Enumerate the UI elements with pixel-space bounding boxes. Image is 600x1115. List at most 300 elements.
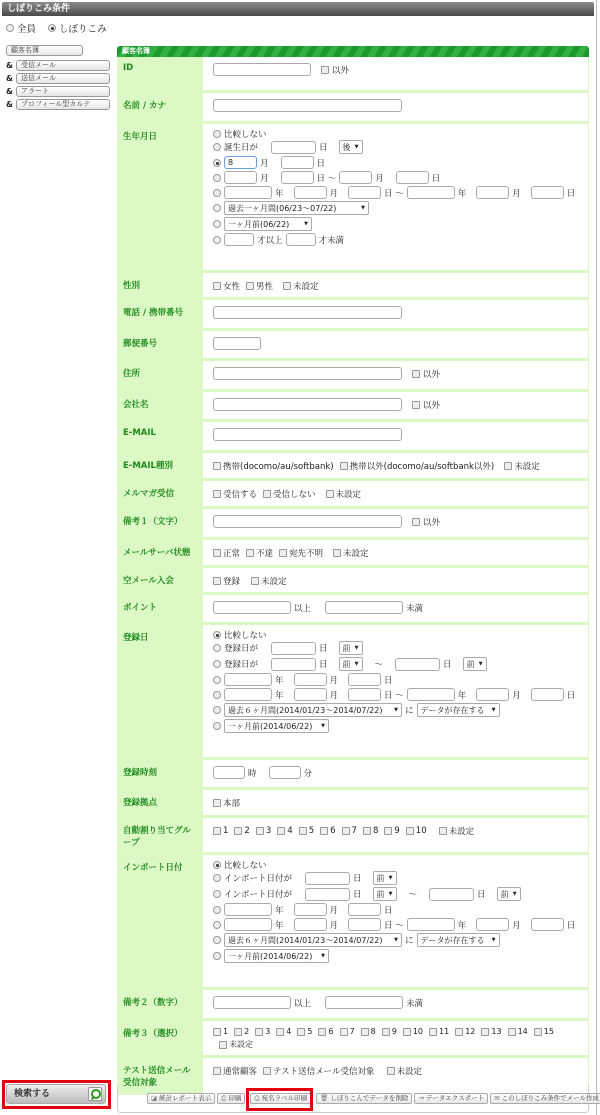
- year-label: 年: [275, 690, 284, 701]
- row-note1: [117, 509, 589, 540]
- reg-to-before-select[interactable]: 前 ▼: [463, 657, 487, 671]
- button-label: 宛名ラベル印刷: [261, 1094, 308, 1102]
- reg-from-year-input[interactable]: [224, 688, 272, 701]
- imp-from-day-input[interactable]: [348, 918, 381, 931]
- option-label: 6: [330, 825, 336, 836]
- month-label: 月: [329, 920, 339, 931]
- age-max-input[interactable]: [286, 233, 316, 246]
- imp-days-input[interactable]: [305, 872, 350, 885]
- option-checkbox[interactable]: [406, 827, 414, 835]
- day-label: 日: [384, 675, 393, 686]
- row-auto-group: [117, 818, 589, 855]
- row-note2: [117, 990, 589, 1021]
- label-id: ID: [117, 57, 203, 90]
- option-label: 未設定: [293, 281, 319, 292]
- radio-all-label: 全員: [17, 24, 37, 35]
- reg-minute-input[interactable]: [269, 766, 301, 779]
- birth-period-select[interactable]: 過去一ヶ月間(06/23～07/22) ▼: [224, 201, 369, 215]
- reg-day-input[interactable]: [348, 673, 381, 686]
- and-icon: &: [6, 60, 13, 70]
- test-unset-checkbox[interactable]: [387, 1067, 395, 1075]
- birth-after-select[interactable]: 後 ▼: [339, 140, 363, 154]
- option-item: [256, 826, 271, 836]
- sidebar-item-received-mail[interactable]: 受信メール: [16, 60, 110, 71]
- option-label: 未設定: [514, 461, 540, 472]
- imp-year-input[interactable]: [224, 903, 272, 916]
- option-label: 不達: [256, 548, 274, 559]
- note1-input[interactable]: [213, 515, 402, 528]
- year-label: 年: [457, 188, 467, 199]
- company-except-checkbox[interactable]: [412, 401, 420, 409]
- note2-min-input[interactable]: [213, 996, 291, 1009]
- option-label: 6: [328, 1027, 334, 1036]
- birth-day-input[interactable]: [281, 156, 314, 169]
- imp-radio-nocompare[interactable]: [213, 861, 221, 869]
- hour-label: 時: [248, 768, 257, 779]
- reg-radio-ymd-range[interactable]: [213, 691, 221, 699]
- reg-to-day-input[interactable]: [531, 688, 564, 701]
- button-label: このしぼりこみ条件でメール作成: [501, 1094, 600, 1102]
- option-checkbox[interactable]: [429, 1028, 437, 1036]
- minute-label: 分: [303, 768, 313, 779]
- birth-month-ago-select[interactable]: 一ヶ月前(06/22) ▼: [224, 217, 312, 231]
- option-label: 8: [370, 1027, 376, 1036]
- option-label: 受信しない: [273, 489, 316, 500]
- day-label: 日: [319, 660, 328, 670]
- empty-mail-registered-checkbox[interactable]: [213, 577, 221, 585]
- label-import-date: インポート日付: [117, 855, 203, 987]
- option-item: [342, 826, 357, 836]
- stats-report-button[interactable]: [147, 1093, 215, 1104]
- reg-radio-ymd[interactable]: [213, 676, 221, 684]
- birth-to-year-input[interactable]: [407, 186, 455, 199]
- filter-panel: [117, 46, 589, 1095]
- row-birthday: [117, 124, 589, 273]
- imp-month-input[interactable]: [294, 903, 327, 916]
- birth-month-input[interactable]: 8: [224, 156, 257, 169]
- imp-to-days-input[interactable]: [429, 888, 474, 901]
- window-title: しぼりこみ条件: [2, 2, 594, 16]
- option-item: [508, 1027, 528, 1036]
- birth-from-month-input[interactable]: [224, 171, 257, 184]
- option-item: [361, 1027, 376, 1036]
- email-type-unset-checkbox[interactable]: [504, 462, 512, 470]
- test-normal-checkbox[interactable]: [213, 1067, 221, 1075]
- reg-exists-select[interactable]: データが存在する ▼: [417, 703, 500, 717]
- year-label: 年: [275, 675, 284, 686]
- label-empty-mail: 空メール入会: [117, 568, 203, 592]
- imp-month-ago-select[interactable]: 一ヶ月前(2014/06/22) ▼: [224, 949, 329, 963]
- birth-to-month-input[interactable]: [476, 186, 509, 199]
- id-input[interactable]: [213, 63, 311, 76]
- label-note1: 備考１（文字）: [117, 509, 203, 537]
- option-label: 15: [543, 1027, 554, 1036]
- reg-to-year-input[interactable]: [407, 688, 455, 701]
- option-label: 通常顧客: [223, 1066, 258, 1077]
- printer-icon: ⎙: [221, 1094, 227, 1102]
- row-email-type: [117, 453, 589, 481]
- reg-to-days-input[interactable]: [395, 658, 440, 671]
- row-id: [117, 57, 589, 93]
- reg-to-month-input[interactable]: [476, 688, 509, 701]
- imp-radio-days-range[interactable]: [213, 890, 221, 898]
- gender-female-checkbox[interactable]: [213, 282, 221, 290]
- reg-period-select[interactable]: 過去６ヶ月間(2014/01/23～2014/07/22) ▼: [224, 703, 402, 717]
- imp-to-month-input[interactable]: [476, 918, 509, 931]
- option-checkbox[interactable]: [382, 1028, 390, 1036]
- label-note2: 備考２（数字）: [117, 990, 203, 1018]
- row-phone: [117, 300, 589, 331]
- delete-filtered-button[interactable]: [316, 1093, 412, 1104]
- birth-radio-age[interactable]: [213, 236, 221, 244]
- address-except-checkbox[interactable]: [412, 370, 420, 378]
- row-reg-time: [117, 760, 589, 790]
- reg-radio-days[interactable]: [213, 644, 221, 652]
- row-gender: [117, 273, 589, 300]
- option-label: 13: [491, 1027, 502, 1036]
- day-label: 日: [316, 158, 326, 169]
- birth-ga-label: 誕生日が: [224, 143, 259, 153]
- row-zip: [117, 331, 589, 361]
- magazine-yes-checkbox[interactable]: [213, 490, 221, 498]
- report-icon: ◪: [151, 1094, 158, 1102]
- imp-ga-label: インポート日付が: [224, 874, 293, 884]
- reg-from-days-input[interactable]: [271, 658, 316, 671]
- label-note3: 備考３（選択）: [117, 1021, 203, 1055]
- address-input[interactable]: [213, 367, 402, 380]
- empty-mail-unset-checkbox[interactable]: [251, 577, 259, 585]
- note1-except-checkbox[interactable]: [412, 518, 420, 526]
- imp-from-before-select[interactable]: 前 ▼: [373, 887, 397, 901]
- option-label: 未設定: [343, 548, 369, 559]
- option-label: 未設定: [335, 489, 362, 500]
- birth-radio-period[interactable]: [213, 204, 221, 212]
- age-above-label: 才以上: [257, 235, 283, 246]
- reg-from-month-input[interactable]: [294, 688, 327, 701]
- option-label: 4: [286, 1027, 292, 1036]
- option-label: 本部: [223, 798, 241, 809]
- birth-to-month-input[interactable]: [339, 171, 372, 184]
- option-label: 未設定: [448, 826, 475, 837]
- imp-to-day-input[interactable]: [531, 918, 564, 931]
- month-label: 月: [329, 675, 339, 686]
- imp-from-year-input[interactable]: [224, 918, 272, 931]
- mode-selector: [6, 21, 107, 35]
- option-label: 未設定: [261, 576, 287, 587]
- server-unset-checkbox[interactable]: [333, 549, 341, 557]
- option-checkbox[interactable]: [342, 827, 350, 835]
- day-label: 日: [319, 143, 328, 153]
- tilde-label: 日 ～: [384, 690, 404, 701]
- option-label: 正常: [223, 548, 241, 559]
- above-label: 以上: [294, 998, 312, 1009]
- reg-radio-period[interactable]: [213, 706, 221, 714]
- option-checkbox[interactable]: [481, 1028, 489, 1036]
- reg-month-input[interactable]: [294, 673, 327, 686]
- reg-ga-label: 登録日が: [224, 644, 259, 654]
- option-label: 11: [439, 1027, 450, 1036]
- month-label: 月: [260, 158, 269, 169]
- option-checkbox[interactable]: [297, 1028, 305, 1036]
- option-checkbox[interactable]: [403, 1028, 411, 1036]
- day-label: 日: [566, 188, 576, 199]
- option-checkbox[interactable]: [234, 827, 242, 835]
- radio-filter[interactable]: [48, 24, 56, 32]
- option-item: [276, 1027, 291, 1036]
- day-label: 日: [353, 874, 362, 884]
- sidebar: [6, 44, 110, 111]
- option-checkbox[interactable]: [363, 827, 371, 835]
- birth-from-month-input[interactable]: [294, 186, 327, 199]
- id-except-checkbox[interactable]: [321, 66, 329, 74]
- except-label: 以外: [423, 400, 441, 411]
- nocompare-label: 比較しない: [224, 861, 267, 871]
- option-label: テスト送信メール受信対象: [273, 1066, 375, 1077]
- option-label: 1: [223, 1027, 229, 1036]
- imp-from-month-input[interactable]: [294, 918, 327, 931]
- row-company: [117, 392, 589, 422]
- sidebar-item-customers[interactable]: 顧客名簿: [6, 45, 83, 56]
- server-ok-checkbox[interactable]: [213, 549, 221, 557]
- birth-radio-md-range[interactable]: [213, 174, 221, 182]
- magazine-no-checkbox[interactable]: [263, 490, 271, 498]
- imp-radio-ymd-range[interactable]: [213, 921, 221, 929]
- ni-label: に: [405, 936, 414, 946]
- sidebar-item-alert[interactable]: アラート: [16, 86, 110, 97]
- birth-from-year-input[interactable]: [224, 186, 272, 199]
- birth-to-day-input[interactable]: [396, 171, 429, 184]
- birth-from-day-input[interactable]: [281, 171, 314, 184]
- day-label: 日: [319, 644, 328, 654]
- reg-month-ago-select[interactable]: 一ヶ月前(2014/06/22) ▼: [224, 719, 329, 733]
- birth-radio-month-ago[interactable]: [213, 220, 221, 228]
- label-gender: 性別: [117, 273, 203, 297]
- option-checkbox[interactable]: [213, 1028, 221, 1036]
- and-icon: &: [6, 86, 13, 96]
- month-label: 月: [512, 188, 521, 199]
- imp-radio-ymd[interactable]: [213, 906, 221, 914]
- option-checkbox[interactable]: [318, 1028, 326, 1036]
- option-checkbox[interactable]: [384, 827, 392, 835]
- day-label: 日: [566, 920, 576, 931]
- above-label: 以上: [294, 603, 312, 614]
- imp-period-select[interactable]: 過去６ヶ月間(2014/01/23～2014/07/22) ▼: [224, 933, 402, 947]
- option-label: 登録: [223, 576, 241, 587]
- below-label: 未満: [406, 603, 424, 614]
- base-hq-checkbox[interactable]: [213, 799, 221, 807]
- magazine-unset-checkbox[interactable]: [326, 490, 334, 498]
- birth-from-day-input[interactable]: [348, 186, 381, 199]
- imp-radio-month-ago[interactable]: [213, 952, 221, 960]
- and-icon: &: [6, 99, 13, 109]
- name-input[interactable]: [213, 99, 402, 112]
- test-target-checkbox[interactable]: [263, 1067, 271, 1075]
- row-reg-base: [117, 790, 589, 818]
- option-label: 14: [517, 1027, 528, 1036]
- phone-input[interactable]: [213, 306, 402, 319]
- label-reg-time: 登録時刻: [117, 760, 203, 787]
- and-icon: &: [6, 73, 13, 83]
- point-max-input[interactable]: [325, 601, 403, 614]
- reg-radio-nocompare[interactable]: [213, 631, 221, 639]
- label-email-type: E-MAIL種別: [117, 453, 203, 478]
- option-label: 10: [412, 1027, 424, 1036]
- option-label: 2: [244, 1027, 250, 1036]
- option-item: [439, 825, 475, 837]
- reg-radio-month-ago[interactable]: [213, 722, 221, 730]
- age-min-input[interactable]: [224, 233, 254, 246]
- option-checkbox[interactable]: [439, 827, 447, 835]
- option-label: 2: [244, 825, 250, 836]
- month-label: 月: [512, 920, 521, 931]
- option-checkbox[interactable]: [219, 1041, 227, 1049]
- option-item: [382, 1027, 397, 1036]
- imp-day-input[interactable]: [348, 903, 381, 916]
- month-label: 月: [329, 905, 339, 916]
- option-label: 1: [223, 825, 229, 836]
- label-test-mail: テスト送信メール受信対象: [117, 1058, 203, 1095]
- row-address: [117, 361, 589, 392]
- note2-max-input[interactable]: [325, 996, 403, 1009]
- option-label: 女性: [223, 281, 241, 292]
- email-input[interactable]: [213, 428, 402, 441]
- option-checkbox[interactable]: [277, 827, 285, 835]
- compose-mail-button[interactable]: [490, 1093, 600, 1104]
- option-label: 男性: [256, 281, 274, 292]
- option-checkbox[interactable]: [455, 1028, 463, 1036]
- option-checkbox[interactable]: [213, 827, 221, 835]
- data-export-button[interactable]: [414, 1093, 488, 1104]
- server-undelivered-checkbox[interactable]: [246, 549, 254, 557]
- highlight-label-print: [246, 1088, 313, 1111]
- printer-icon: ⎙: [254, 1094, 260, 1102]
- row-note3: [117, 1021, 589, 1058]
- panel-title: 顧客名簿: [117, 46, 589, 57]
- option-label: 9: [391, 1027, 397, 1036]
- birth-radio-monthday[interactable]: [213, 159, 221, 167]
- option-label: 8: [372, 825, 379, 836]
- option-checkbox[interactable]: [361, 1028, 369, 1036]
- option-item: [406, 826, 427, 836]
- radio-filter-label: しぼりこみ: [59, 24, 107, 35]
- reg-radio-days-range[interactable]: [213, 660, 221, 668]
- label-point: ポイント: [117, 595, 203, 622]
- gender-unset-checkbox[interactable]: [283, 282, 291, 290]
- imp-from-days-input[interactable]: [305, 888, 350, 901]
- sidebar-item-sent-mail[interactable]: 送信メール: [16, 73, 110, 84]
- birth-radio-days[interactable]: [213, 143, 221, 151]
- zip-input[interactable]: [213, 337, 261, 350]
- option-label: 9: [394, 825, 400, 836]
- month-label: 月: [329, 690, 339, 701]
- option-checkbox[interactable]: [534, 1028, 542, 1036]
- option-checkbox[interactable]: [276, 1028, 284, 1036]
- reg-days-input[interactable]: [271, 642, 316, 655]
- imp-radio-period[interactable]: [213, 936, 221, 944]
- label-auto-group: 自動割り当てグループ: [117, 818, 203, 852]
- option-item: [277, 826, 292, 836]
- option-item: [534, 1027, 554, 1036]
- button-label: 印刷: [228, 1094, 242, 1102]
- birth-radio-nocompare[interactable]: [213, 130, 221, 138]
- option-label: 7: [351, 825, 357, 836]
- option-label: 3: [265, 825, 272, 836]
- option-item: [213, 826, 228, 836]
- option-item: [219, 1039, 253, 1050]
- option-checkbox[interactable]: [255, 1028, 263, 1036]
- option-checkbox[interactable]: [234, 1028, 242, 1036]
- option-checkbox[interactable]: [299, 827, 307, 835]
- ni-label: に: [405, 706, 414, 716]
- imp-radio-days[interactable]: [213, 874, 221, 882]
- month-label: 月: [329, 188, 339, 199]
- option-item: [481, 1027, 501, 1036]
- email-type-other-checkbox[interactable]: [340, 462, 348, 470]
- option-checkbox[interactable]: [508, 1028, 516, 1036]
- month-label: 月: [260, 173, 269, 184]
- row-point: [117, 595, 589, 625]
- option-item: [455, 1027, 475, 1036]
- action-buttons: [147, 1093, 600, 1104]
- label-company: 会社名: [117, 392, 203, 419]
- search-button-label: 検索する: [14, 1089, 51, 1099]
- point-min-input[interactable]: [213, 601, 291, 614]
- radio-all[interactable]: [6, 24, 14, 32]
- tilde-label: ～: [374, 660, 384, 670]
- option-checkbox[interactable]: [256, 827, 264, 835]
- reg-before-select[interactable]: 前 ▼: [339, 641, 363, 655]
- email-type-mobile-checkbox[interactable]: [213, 462, 221, 470]
- imp-before-select[interactable]: 前 ▼: [373, 871, 397, 885]
- button-label: 統計レポート表示: [159, 1094, 212, 1102]
- imp-to-year-input[interactable]: [407, 918, 455, 931]
- option-label: 未設定: [229, 1040, 253, 1049]
- except-label: 以外: [423, 369, 441, 380]
- option-checkbox[interactable]: [320, 827, 328, 835]
- option-label: 3: [265, 1027, 271, 1036]
- reg-from-day-input[interactable]: [348, 688, 381, 701]
- sidebar-item-profile-chart[interactable]: プロフィール型カルテ: [16, 99, 110, 110]
- day-label: 日: [431, 173, 441, 184]
- birth-to-day-input[interactable]: [531, 186, 564, 199]
- imp-to-before-select[interactable]: 前 ▼: [497, 887, 521, 901]
- row-magazine: [117, 481, 589, 509]
- label-reg-date: 登録日: [117, 625, 203, 757]
- reg-from-before-select[interactable]: 前 ▼: [339, 657, 363, 671]
- option-label: 7: [349, 1027, 355, 1036]
- reg-ga-label: 登録日が: [224, 660, 259, 670]
- option-item: [384, 826, 399, 836]
- year-label: 年: [275, 905, 284, 916]
- gender-male-checkbox[interactable]: [246, 282, 254, 290]
- label-mail-server: メールサーバ状態: [117, 540, 203, 565]
- reg-hour-input[interactable]: [213, 766, 245, 779]
- below-label: 未満: [406, 998, 424, 1009]
- company-input[interactable]: [213, 398, 402, 411]
- birth-days-input[interactable]: [271, 141, 316, 154]
- server-unknown-checkbox[interactable]: [279, 549, 287, 557]
- reg-year-input[interactable]: [224, 673, 272, 686]
- export-icon: ⇥: [418, 1094, 424, 1102]
- print-button[interactable]: [217, 1093, 245, 1104]
- label-reg-base: 登録拠点: [117, 790, 203, 815]
- option-label: 5: [307, 1027, 313, 1036]
- imp-exists-select[interactable]: データが存在する ▼: [417, 933, 500, 947]
- birth-radio-ymd-range[interactable]: [213, 189, 221, 197]
- option-checkbox[interactable]: [340, 1028, 348, 1036]
- mail-icon: ✉: [494, 1094, 500, 1102]
- year-label: 年: [457, 920, 467, 931]
